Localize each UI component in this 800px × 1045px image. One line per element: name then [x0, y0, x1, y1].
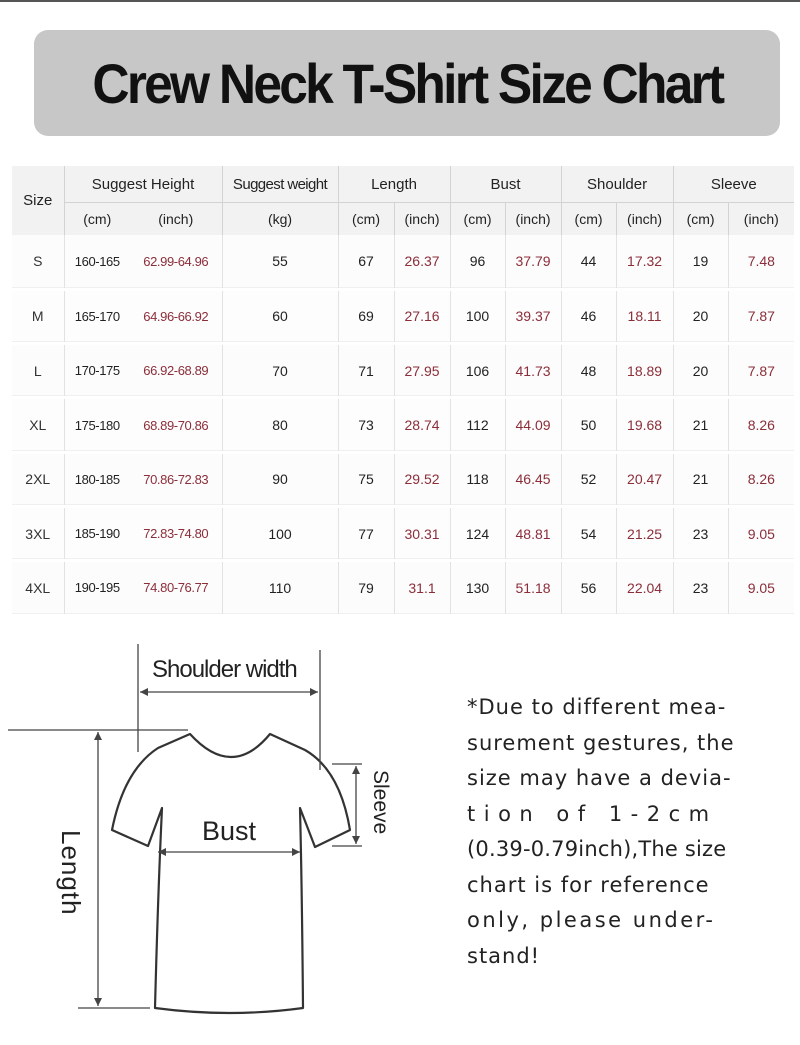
cell-shoulder-cm: 46 — [561, 289, 616, 343]
cell-shoulder-cm: 56 — [561, 561, 616, 615]
cell-bust-cm: 106 — [450, 344, 505, 398]
cell-sleeve-cm: 19 — [673, 235, 728, 289]
cell-size: XL — [12, 398, 64, 452]
cell-bust-cm: 118 — [450, 452, 505, 506]
top-border — [0, 0, 800, 2]
note-line: chart is for reference — [467, 872, 710, 897]
cell-bust-inch: 48.81 — [505, 506, 561, 560]
cell-weight-kg: 110 — [222, 561, 338, 615]
unit-length-cm: (cm) — [338, 203, 394, 236]
size-table-body — [12, 235, 794, 615]
note-line: tion of 1-2cm — [467, 801, 718, 826]
cell-bust-inch: 41.73 — [505, 344, 561, 398]
cell-length-inch: 27.95 — [394, 344, 450, 398]
cell-weight-kg: 80 — [222, 398, 338, 452]
cell-height-inch: 70.86-72.83 — [130, 452, 222, 506]
cell-height-cm: 180-185 — [64, 452, 130, 506]
cell-sleeve-cm: 23 — [673, 561, 728, 615]
cell-height-cm: 170-175 — [64, 344, 130, 398]
note-line: surement gestures, the — [467, 730, 735, 755]
cell-length-cm: 73 — [338, 398, 394, 452]
cell-height-inch: 64.96-66.92 — [130, 289, 222, 343]
note-line: *Due to different mea- — [467, 695, 727, 719]
header-shoulder: Shoulder — [561, 166, 673, 203]
unit-sleeve-cm: (cm) — [673, 203, 728, 236]
table-row — [12, 452, 794, 506]
cell-sleeve-inch: 9.05 — [728, 561, 794, 615]
note-line: (0.39-0.79inch),The size — [467, 837, 727, 861]
unit-shoulder-cm: (cm) — [561, 203, 616, 236]
cell-height-inch: 66.92-68.89 — [130, 344, 222, 398]
cell-height-inch: 74.80-76.77 — [130, 561, 222, 615]
cell-weight-kg: 70 — [222, 344, 338, 398]
cell-height-inch: 62.99-64.96 — [130, 235, 222, 289]
cell-length-inch: 30.31 — [394, 506, 450, 560]
cell-bust-cm: 112 — [450, 398, 505, 452]
cell-height-cm: 175-180 — [64, 398, 130, 452]
size-table — [12, 166, 794, 617]
header-length: Length — [338, 166, 450, 203]
cell-height-cm: 185-190 — [64, 506, 130, 560]
cell-size: 3XL — [12, 506, 64, 560]
note-line: stand! — [467, 943, 541, 968]
table-row — [12, 289, 794, 343]
table-row — [12, 561, 794, 615]
cell-length-cm: 79 — [338, 561, 394, 615]
bust-label: Bust — [202, 816, 257, 846]
cell-weight-kg: 90 — [222, 452, 338, 506]
cell-weight-kg: 100 — [222, 506, 338, 560]
cell-length-inch: 31.1 — [394, 561, 450, 615]
cell-sleeve-inch: 7.48 — [728, 235, 794, 289]
cell-sleeve-inch: 7.87 — [728, 289, 794, 343]
cell-bust-cm: 100 — [450, 289, 505, 343]
cell-shoulder-cm: 44 — [561, 235, 616, 289]
cell-length-cm: 77 — [338, 506, 394, 560]
cell-length-inch: 28.74 — [394, 398, 450, 452]
header-weight: Suggest weight — [222, 166, 338, 203]
cell-shoulder-inch: 19.68 — [616, 398, 673, 452]
header-bust: Bust — [450, 166, 561, 203]
cell-shoulder-inch: 18.89 — [616, 344, 673, 398]
cell-sleeve-inch: 8.26 — [728, 398, 794, 452]
shoulder-width-label: Shoulder width — [152, 656, 297, 683]
note-line: size may have a devia- — [467, 766, 732, 790]
cell-shoulder-inch: 20.47 — [616, 452, 673, 506]
cell-length-cm: 69 — [338, 289, 394, 343]
cell-size: M — [12, 289, 64, 343]
table-row — [12, 235, 794, 289]
unit-height-inch: (inch) — [130, 203, 222, 236]
note-line: only, please under- — [467, 908, 716, 932]
cell-shoulder-inch: 17.32 — [616, 235, 673, 289]
table-row — [12, 344, 794, 398]
title-banner — [34, 30, 780, 136]
cell-height-cm: 165-170 — [64, 289, 130, 343]
cell-sleeve-cm: 20 — [673, 289, 728, 343]
sleeve-label: Sleeve — [369, 770, 392, 835]
chart-title: Crew Neck T-Shirt Size Chart — [92, 51, 722, 115]
cell-sleeve-inch: 9.05 — [728, 506, 794, 560]
cell-height-inch: 68.89-70.86 — [130, 398, 222, 452]
cell-bust-cm: 96 — [450, 235, 505, 289]
header-height: Suggest Height — [64, 166, 222, 203]
cell-length-cm: 75 — [338, 452, 394, 506]
unit-length-inch: (inch) — [394, 203, 450, 236]
header-sleeve: Sleeve — [673, 166, 794, 203]
cell-height-cm: 190-195 — [64, 561, 130, 615]
cell-bust-inch: 51.18 — [505, 561, 561, 615]
cell-sleeve-cm: 21 — [673, 398, 728, 452]
cell-weight-kg: 60 — [222, 289, 338, 343]
cell-shoulder-cm: 50 — [561, 398, 616, 452]
cell-sleeve-inch: 7.87 — [728, 344, 794, 398]
cell-bust-inch: 46.45 — [505, 452, 561, 506]
cell-height-inch: 72.83-74.80 — [130, 506, 222, 560]
cell-bust-inch: 37.79 — [505, 235, 561, 289]
cell-bust-cm: 130 — [450, 561, 505, 615]
table-row — [12, 398, 794, 452]
header-size: Size — [12, 166, 64, 235]
cell-length-inch: 26.37 — [394, 235, 450, 289]
cell-shoulder-inch: 21.25 — [616, 506, 673, 560]
t-shirt-icon — [112, 734, 350, 1013]
cell-weight-kg: 55 — [222, 235, 338, 289]
cell-height-cm: 160-165 — [64, 235, 130, 289]
cell-length-cm: 67 — [338, 235, 394, 289]
measurement-diagram — [0, 630, 440, 1045]
cell-sleeve-cm: 23 — [673, 506, 728, 560]
cell-bust-inch: 44.09 — [505, 398, 561, 452]
unit-weight-kg: (kg) — [222, 203, 338, 236]
length-label: Length — [56, 830, 86, 916]
cell-shoulder-inch: 22.04 — [616, 561, 673, 615]
cell-size: 4XL — [12, 561, 64, 615]
deviation-note — [467, 690, 767, 974]
cell-size: 2XL — [12, 452, 64, 506]
cell-size: L — [12, 344, 64, 398]
cell-length-cm: 71 — [338, 344, 394, 398]
cell-sleeve-inch: 8.26 — [728, 452, 794, 506]
cell-length-inch: 27.16 — [394, 289, 450, 343]
unit-shoulder-inch: (inch) — [616, 203, 673, 236]
cell-shoulder-cm: 48 — [561, 344, 616, 398]
table-row — [12, 506, 794, 560]
cell-shoulder-cm: 54 — [561, 506, 616, 560]
unit-sleeve-inch: (inch) — [728, 203, 794, 236]
cell-sleeve-cm: 20 — [673, 344, 728, 398]
cell-length-inch: 29.52 — [394, 452, 450, 506]
unit-bust-cm: (cm) — [450, 203, 505, 236]
unit-bust-inch: (inch) — [505, 203, 561, 236]
cell-size: S — [12, 235, 64, 289]
cell-shoulder-inch: 18.11 — [616, 289, 673, 343]
cell-sleeve-cm: 21 — [673, 452, 728, 506]
cell-bust-cm: 124 — [450, 506, 505, 560]
cell-bust-inch: 39.37 — [505, 289, 561, 343]
unit-height-cm: (cm) — [64, 203, 130, 236]
cell-shoulder-cm: 52 — [561, 452, 616, 506]
